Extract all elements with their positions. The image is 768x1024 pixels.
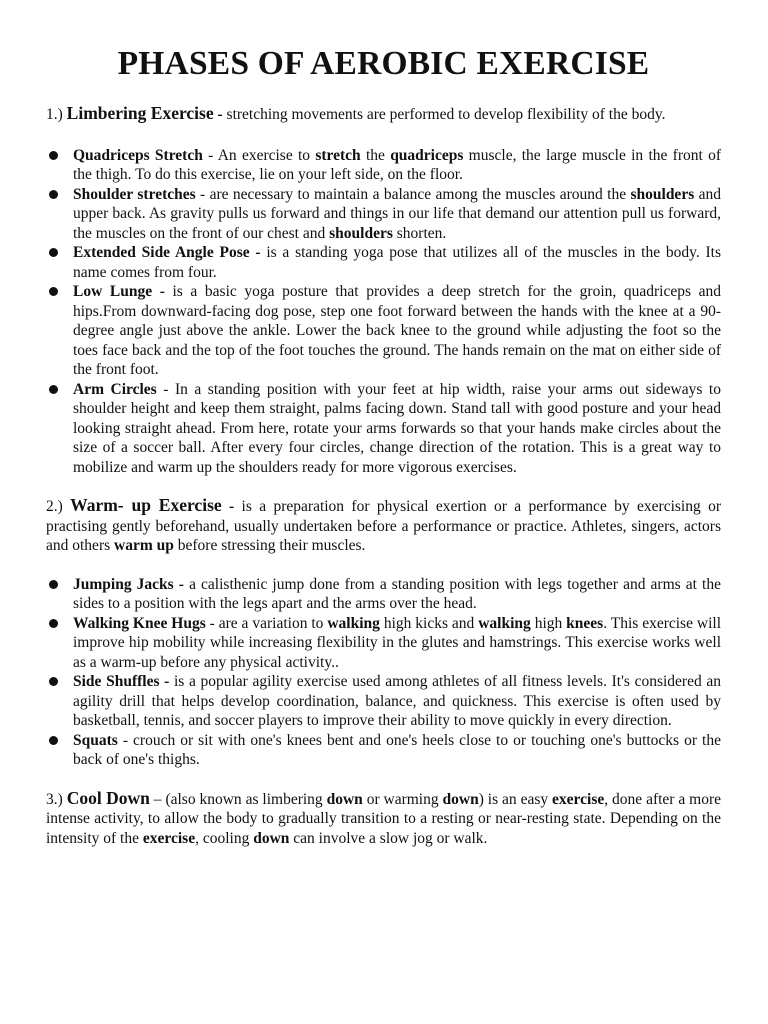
item-text: a calisthenic jump done from a standing position with legs together and arms at the sides to a position with the legs apart and the arms over the head. xyxy=(73,575,721,612)
section-emphasis: down xyxy=(326,790,363,808)
bullet-icon xyxy=(49,677,58,686)
item-term: Low Lunge - xyxy=(73,283,165,300)
item-emphasis: shoulders xyxy=(329,224,393,242)
bullet-icon xyxy=(49,190,58,199)
list-item xyxy=(46,731,721,770)
limbering-list xyxy=(46,146,721,478)
item-emphasis: walking xyxy=(478,614,531,632)
section-emphasis: exercise xyxy=(552,790,605,808)
section-description: or warming xyxy=(362,790,443,808)
section-warm-up xyxy=(46,496,721,770)
item-text: - An exercise to xyxy=(202,146,316,164)
section-title: Cool Down xyxy=(66,787,150,808)
section-heading xyxy=(46,104,721,125)
item-text: shorten. xyxy=(392,224,447,242)
item-text: muscle, the large muscle in the front of the thigh. To do this exercise, lie on your left side, on the floor. xyxy=(73,146,721,183)
item-term: Walking Knee Hugs xyxy=(73,614,206,632)
section-number: 3.) xyxy=(46,790,67,808)
item-text: the xyxy=(360,146,391,164)
section-description: before stressing their muscles. xyxy=(173,537,366,554)
item-text: - are a variation to xyxy=(205,614,328,632)
list-item xyxy=(46,380,721,478)
bullet-icon xyxy=(49,736,58,745)
item-text: is a standing yoga pose that utilizes all of the muscles in the body. Its name comes from four. xyxy=(73,244,722,281)
item-text: and upper back. As gravity pulls us forward and things in our life that demand our attention pull us forward, the muscles on the front of our chest and xyxy=(73,185,721,242)
item-emphasis: walking xyxy=(327,614,380,632)
list-item xyxy=(46,243,721,282)
item-text: . This exercise will improve hip mobility while increasing flexibility in the glutes and hamstrings. This exercise works well as a warm-up before any physical activity.. xyxy=(73,614,721,671)
list-item xyxy=(46,614,721,673)
warm-up-list xyxy=(46,575,721,770)
item-term: Side Shuffles - xyxy=(73,673,170,690)
section-description: stretching movements are performed to develop flexibility of the body. xyxy=(226,106,666,123)
section-emphasis: warm up xyxy=(114,537,174,554)
section-heading xyxy=(46,496,721,556)
item-text: - are necessary to maintain a balance among the muscles around the xyxy=(195,185,631,203)
item-text: high xyxy=(530,614,567,632)
section-emphasis: down xyxy=(442,790,479,808)
list-item xyxy=(46,282,721,380)
section-heading xyxy=(46,789,721,849)
section-emphasis: exercise xyxy=(142,829,196,847)
list-item xyxy=(46,146,721,185)
item-emphasis: quadriceps xyxy=(390,146,464,164)
item-emphasis: shoulders xyxy=(630,185,695,203)
item-term: Quadriceps Stretch xyxy=(73,146,203,164)
section-limbering xyxy=(46,104,721,477)
item-text: is a basic yoga posture that provides a deep stretch for the groin, quadriceps and hips.From downward-facing dog pose, step one foot forward between the hands with the knee at a 90-degree angle just above the ankle. Lower the back knee to the ground while adjusting the foot so the toes face back and the top of the foot touches the ground. The hands remain on the mat on either side of the front foot. xyxy=(73,283,721,378)
section-separator: - xyxy=(213,106,227,123)
item-text: - In a standing position with your feet at hip width, raise your arms out sideways to shoulder height and keep them straight, palms facing down. Stand tall with good posture and your head looking straight ahead. From here, rotate your arms forwards so that your hands make circles about the size of a soccer ball. After every four circles, change direction of the rotation. This is a great way to mobilize and warm up the shoulders ready for more vigorous exercises. xyxy=(73,380,721,476)
item-emphasis: knees xyxy=(566,614,604,632)
section-description: is a preparation for physical exertion or a performance by exercising or practising gently beforehand, usually undertaken before a performance or practice. Athletes, singers, actors and others xyxy=(46,498,722,554)
item-term: Arm Circles xyxy=(73,380,157,398)
section-description: , done after a more intense activity, to allow the body to gradually transition to a resting or near-resting state. Depending on the intensity of the xyxy=(46,790,722,847)
section-description: can involve a slow jog or walk. xyxy=(289,829,488,847)
section-title: Warm- up Exercise xyxy=(70,495,222,515)
list-item xyxy=(46,185,721,244)
bullet-icon xyxy=(49,151,58,160)
item-emphasis: stretch xyxy=(315,146,361,164)
bullet-icon xyxy=(49,287,58,296)
section-description: – (also known as limbering xyxy=(149,790,327,808)
bullet-icon xyxy=(49,580,58,589)
item-text: is a popular agility exercise used among athletes of all fitness levels. It's considered an agility drill that helps develop coordination, balance, and quickness. This exercise is often used by basketball, tennis, and soccer players to improve their ability to move quickly in every direction. xyxy=(73,673,721,729)
section-number: 1.) xyxy=(46,106,67,123)
section-title: Limbering Exercise xyxy=(66,103,214,123)
bullet-icon xyxy=(49,385,58,394)
bullet-icon xyxy=(49,248,58,257)
list-item xyxy=(46,672,721,731)
item-term: Extended Side Angle Pose - xyxy=(73,244,261,261)
bullet-icon xyxy=(49,619,58,628)
section-separator: - xyxy=(221,498,242,515)
page-title: PHASES OF AEROBIC EXERCISE xyxy=(117,45,650,82)
item-text: high kicks and xyxy=(379,614,479,632)
section-description: , cooling xyxy=(195,829,254,847)
item-term: Squats xyxy=(73,731,118,749)
item-text: - crouch or sit with one's knees bent and one's heels close to or touching one's buttocks or the back of one's thighs. xyxy=(73,731,721,768)
section-number: 2.) xyxy=(46,498,71,515)
item-term: Jumping Jacks - xyxy=(73,575,184,593)
section-cool-down xyxy=(46,789,721,849)
list-item xyxy=(46,575,721,614)
section-emphasis: down xyxy=(253,829,290,847)
item-term: Shoulder stretches xyxy=(73,185,196,203)
section-description: ) is an easy xyxy=(478,790,553,808)
